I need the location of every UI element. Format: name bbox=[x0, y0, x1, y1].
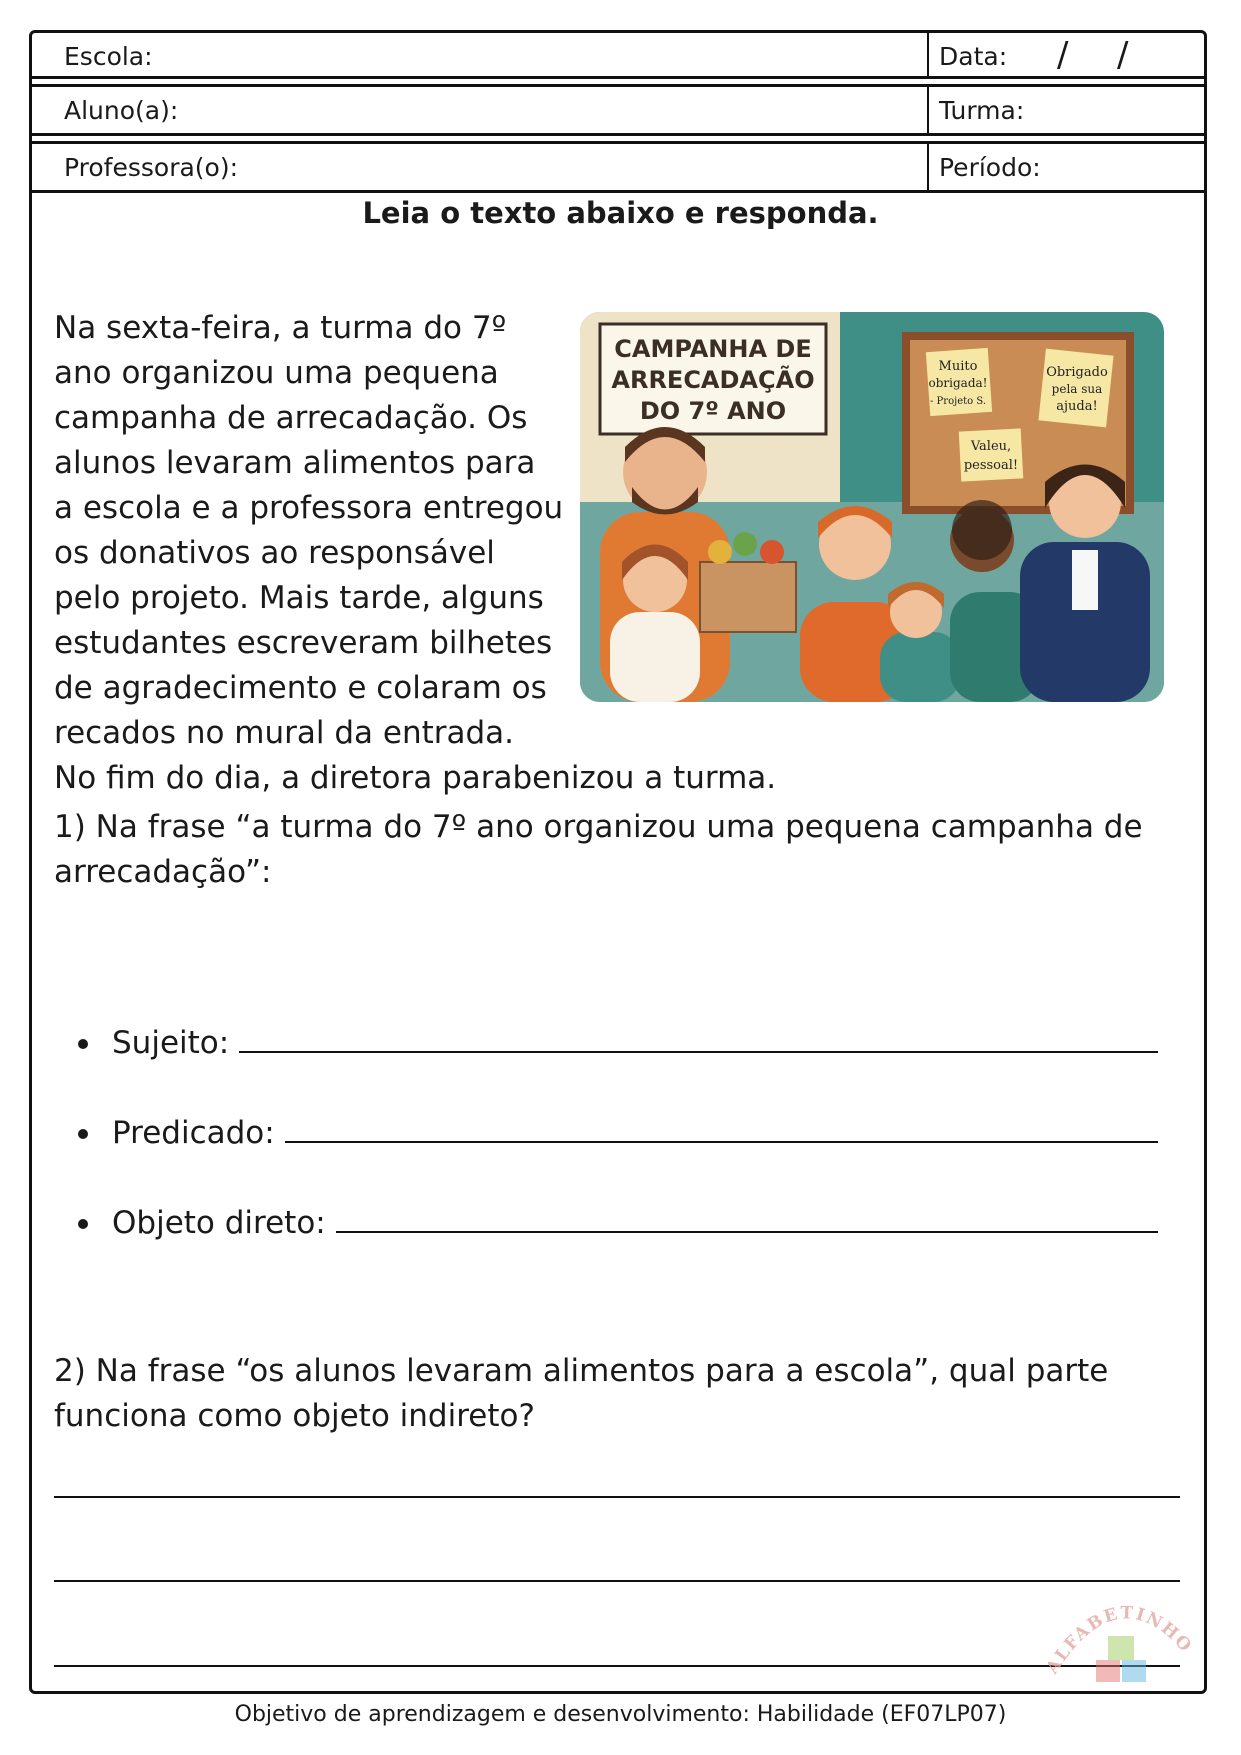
note1-line3: - Projeto S. bbox=[930, 396, 986, 407]
question-2-text: 2) Na frase “os alunos levaram alimentos para a escola”, qual parte funciona como objeto indireto? bbox=[54, 1353, 1109, 1434]
direct-object-label: Objeto direto: bbox=[112, 1205, 326, 1241]
header-row-school bbox=[32, 33, 1204, 79]
answer-line-3[interactable] bbox=[54, 1665, 1180, 1667]
bullet-icon bbox=[78, 1219, 88, 1229]
banner-line-3: DO 7º ANO bbox=[639, 397, 787, 425]
predicate-label: Predicado: bbox=[112, 1115, 275, 1151]
banner-line-1: CAMPANHA DE bbox=[614, 335, 812, 363]
subject-label: Sujeito: bbox=[112, 1025, 230, 1061]
date-slash-2: / bbox=[1117, 35, 1129, 75]
note2-line3: ajuda! bbox=[1056, 399, 1098, 414]
date-slash-1: / bbox=[1057, 35, 1069, 75]
period-label: Período: bbox=[939, 152, 1041, 182]
bullet-icon bbox=[78, 1039, 88, 1049]
note2-line2: pela sua bbox=[1051, 382, 1103, 396]
header-row-teacher bbox=[32, 144, 1204, 190]
answer-line-2[interactable] bbox=[54, 1580, 1180, 1582]
header-bottom-line bbox=[32, 190, 1204, 193]
answer-row-predicate[interactable] bbox=[78, 1115, 1158, 1151]
answer-row-direct-object[interactable] bbox=[78, 1205, 1158, 1241]
footer-objective: Objetivo de aprendizagem e desenvolvimento: Habilidade (EF07LP07) bbox=[234, 1702, 1007, 1727]
logo-text: ALFABETINHO bbox=[1042, 1603, 1197, 1678]
note1-line2: obrigada! bbox=[928, 376, 988, 390]
banner-line-2: ARRECADAÇÃO bbox=[611, 366, 815, 394]
class-cell[interactable] bbox=[927, 87, 1204, 133]
class-label: Turma: bbox=[939, 95, 1025, 125]
date-label: Data: bbox=[939, 41, 1008, 71]
alfabetinho-logo bbox=[1040, 1580, 1200, 1690]
story-block bbox=[54, 306, 1164, 801]
note3-line2: pessoal! bbox=[963, 458, 1019, 473]
note2-line1: Obrigado bbox=[1046, 365, 1108, 380]
answer-line-1[interactable] bbox=[54, 1496, 1180, 1498]
school-label: Escola: bbox=[64, 41, 153, 71]
subject-answer-line[interactable] bbox=[239, 1051, 1158, 1053]
header-divider bbox=[32, 76, 1204, 79]
bullet-icon bbox=[78, 1129, 88, 1139]
page-title: Leia o texto abaixo e responda. bbox=[362, 196, 879, 230]
teacher-label: Professora(o): bbox=[64, 152, 239, 182]
answer-row-subject[interactable] bbox=[78, 1025, 1158, 1061]
note1-line1: Muito bbox=[938, 359, 978, 374]
date-cell[interactable] bbox=[927, 33, 1204, 79]
predicate-answer-line[interactable] bbox=[285, 1141, 1158, 1143]
question-1-text: 1) Na frase “a turma do 7º ano organizou uma pequena campanha de arrecadação”: bbox=[54, 809, 1143, 890]
direct-object-answer-line[interactable] bbox=[336, 1231, 1158, 1233]
header-row-student bbox=[32, 87, 1204, 133]
header-divider bbox=[32, 133, 1204, 136]
story-text: Na sexta-feira, a turma do 7º ano organizou uma pequena campanha de arrecadação. Os alunos levaram alimentos para a escola e a professora entregou os donativos ao responsável pelo projeto. Mais tarde, alguns estudantes escreveram bilhetes de agradecimento e colaram os recados no mural da entrada. No fim do dia, a diretora parabenizou a turma. bbox=[54, 310, 777, 796]
campaign-illustration bbox=[580, 312, 1164, 702]
note3-line1: Valeu, bbox=[970, 439, 1012, 454]
period-cell[interactable] bbox=[927, 144, 1204, 190]
student-label: Aluno(a): bbox=[64, 95, 179, 125]
